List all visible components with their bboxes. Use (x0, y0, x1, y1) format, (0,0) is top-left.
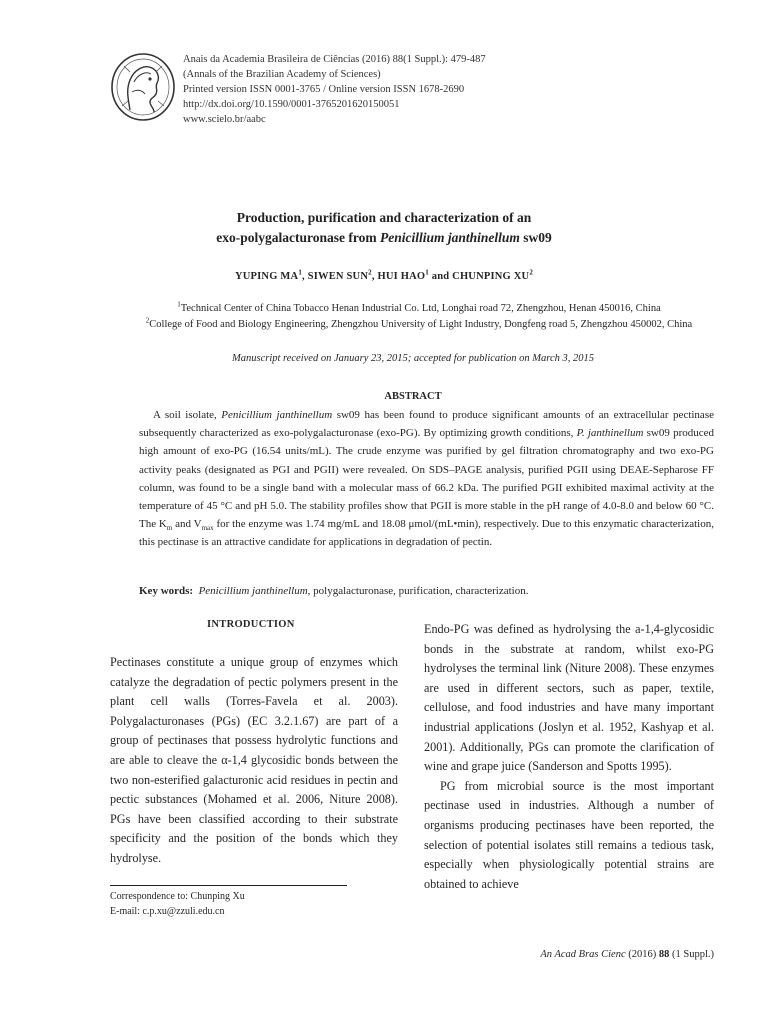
title-line-1: Production, purification and characterization of an (236, 210, 532, 225)
keywords (139, 585, 719, 597)
title-strain: sw09 (519, 230, 552, 245)
footer-year: (2016) (628, 949, 657, 960)
title-text: exo-polygalacturonase from (216, 230, 380, 245)
abstract-subscript: m (166, 524, 173, 533)
journal-seal-logo (110, 52, 176, 122)
journal-citation: Anais da Academia Brasileira de Ciências (2016) 88(1 Suppl.): 479-487 (183, 54, 486, 65)
author-conjunction: and (431, 271, 450, 282)
right-column (424, 620, 714, 894)
abstract-text: sw09 produced high amount of exo-PG (16.54 units/mL). The crude enzyme was purified by gel filtration chromatography and two exo-PG activity peaks (designated as PGI and PGII) were revealed. On SDS–PAGE analysis, purified PGII using DEAE-Sepharose FF column, was found to be a single band with a molecular mass of 66.2 kDa. The purified PGII exhibited maximal activity at the temperature of 45 °C and pH 5.0. The stability profiles show that PGII is more stable in the pH range of 4.0-8.0 and below 60 °C. The K (139, 427, 714, 531)
left-column (110, 653, 398, 869)
affiliation-text: College of Food and Biology Engineering, Zhengzhou University of Light Industry, Dongfeng road 5, Zhengzhou 450002, China (149, 319, 693, 330)
footer-supplement: (1 Suppl.) (672, 949, 714, 960)
keywords-list: , polygalacturonase, purification, characterization. (307, 585, 529, 597)
intro-paragraph: Pectinases constitute a unique group of enzymes which catalyze the degradation of pectic polymers present in the plant cell walls (Torres-Favela et al. 2003). Polygalacturonases (PGs) (EC 3.2.1.67) are part of a group of pectinases that possess hydrolytic functions and are able to cleave the α-1,4 glycosidic bonds between the two non-esterified galacturonic acid residues in pectin and pectic substances (Mohamed et al. 2006, Niture 2008). PGs have been classified according to their substrate specificity and the position of the bonds which they hydrolyse. (110, 655, 398, 865)
affiliation-mark: 1 (177, 300, 181, 309)
abstract-subscript: max (201, 524, 214, 533)
manuscript-dates: Manuscript received on January 23, 2015; accepted for publication on March 3, 2015 (232, 353, 594, 364)
paper-title (0, 208, 768, 248)
journal-issn: Printed version ISSN 0001-3765 / Online version ISSN 1678-2690 (183, 84, 465, 95)
author-name: HUI HAO (377, 271, 426, 282)
affiliation-1 (0, 301, 768, 317)
correspondence-email[interactable]: E-mail: c.p.xu@zzuli.edu.cn (110, 906, 225, 917)
abstract-text: sw09 has been found to produce significant amounts of an extracellular pectinase subsequently characterized as exo-polygalacturonase (exo-PG). By optimizing growth conditions, (139, 409, 714, 440)
keywords-label: Key words: (139, 585, 194, 597)
intro-paragraph: Endo-PG was defined as hydrolysing the a-1,4-glycosidic bonds in the substrate at random, whilst exo-PG hydrolyses the terminal link (Niture 2008). These enzymes are used in different sectors, such as paper, textile, cellulose, and food industries and have many important industrial applications (Joslyn et al. 1952, Kashyap et al. 2001). Additionally, PGs can promote the clarification of wine and grape juice (Sanderson and Spotts 1995). (424, 622, 714, 774)
journal-website[interactable]: www.scielo.br/aabc (183, 114, 266, 125)
abstract-text: for the enzyme was 1.74 mg/mL and 18.08 μmol/(mL•min), respectively. Due to this enzymatic characterization, this pectinase is an attractive candidate for applications in degradation of pectin. (139, 518, 714, 549)
footer-volume: 88 (658, 949, 670, 960)
journal-name-english: (Annals of the Brazilian Academy of Sciences) (183, 69, 381, 80)
journal-doi[interactable]: http://dx.doi.org/10.1590/0001-3765201620150051 (183, 99, 400, 110)
page-footer (540, 949, 714, 960)
author-name: YUPING MA (234, 271, 299, 282)
correspondence-name: Correspondence to: Chunping Xu (110, 891, 245, 902)
affiliation-text: Technical Center of China Tobacco Henan Industrial Co. Ltd, Longhai road 72, Zhengzhou, Henan 450016, China (180, 303, 661, 314)
author-affiliation-mark: 2 (368, 268, 372, 277)
author-list: YUPING $MA^1$, SIWEN SUN$^2$, HUI HAO$^1$ and CHUNPING $XU^2$ (234, 268, 534, 282)
footer-journal: An Acad Bras Cienc (540, 949, 626, 960)
journal-info (183, 52, 486, 127)
author-name: CHUNPING XU (452, 271, 530, 282)
title-species: Penicillium janthinellum (379, 230, 520, 245)
affiliation-2 (0, 317, 768, 333)
abstract-text: and V (172, 518, 202, 531)
author-affiliation-mark: 2 (529, 268, 534, 277)
footnote-divider (110, 885, 347, 886)
author-name: SIWEN SUN (307, 271, 369, 282)
affiliation-mark: 2 (145, 316, 150, 325)
introduction-heading: INTRODUCTION (207, 619, 295, 630)
abstract-species: Penicillium janthinellum (221, 409, 333, 421)
abstract-species: P. janthinellum (576, 427, 644, 440)
abstract-body (139, 406, 714, 552)
abstract-text: A soil isolate, (153, 409, 222, 421)
affiliations (0, 301, 768, 333)
correspondence (110, 889, 245, 919)
author-affiliation-mark: 1 (425, 268, 429, 277)
author-affiliation-mark: 1 (298, 268, 303, 277)
intro-paragraph: PG from microbial source is the most important pectinase used in industries. Although a number of organisms producing pectinases have been reported, the selection of potential isolates still remains a tedious task, especially when physiologically potential strains are obtained to achieve (424, 778, 714, 891)
keyword-species: Penicillium janthinellum (198, 585, 308, 597)
title-line-2 (0, 228, 768, 248)
abstract-heading: ABSTRACT (384, 391, 442, 402)
